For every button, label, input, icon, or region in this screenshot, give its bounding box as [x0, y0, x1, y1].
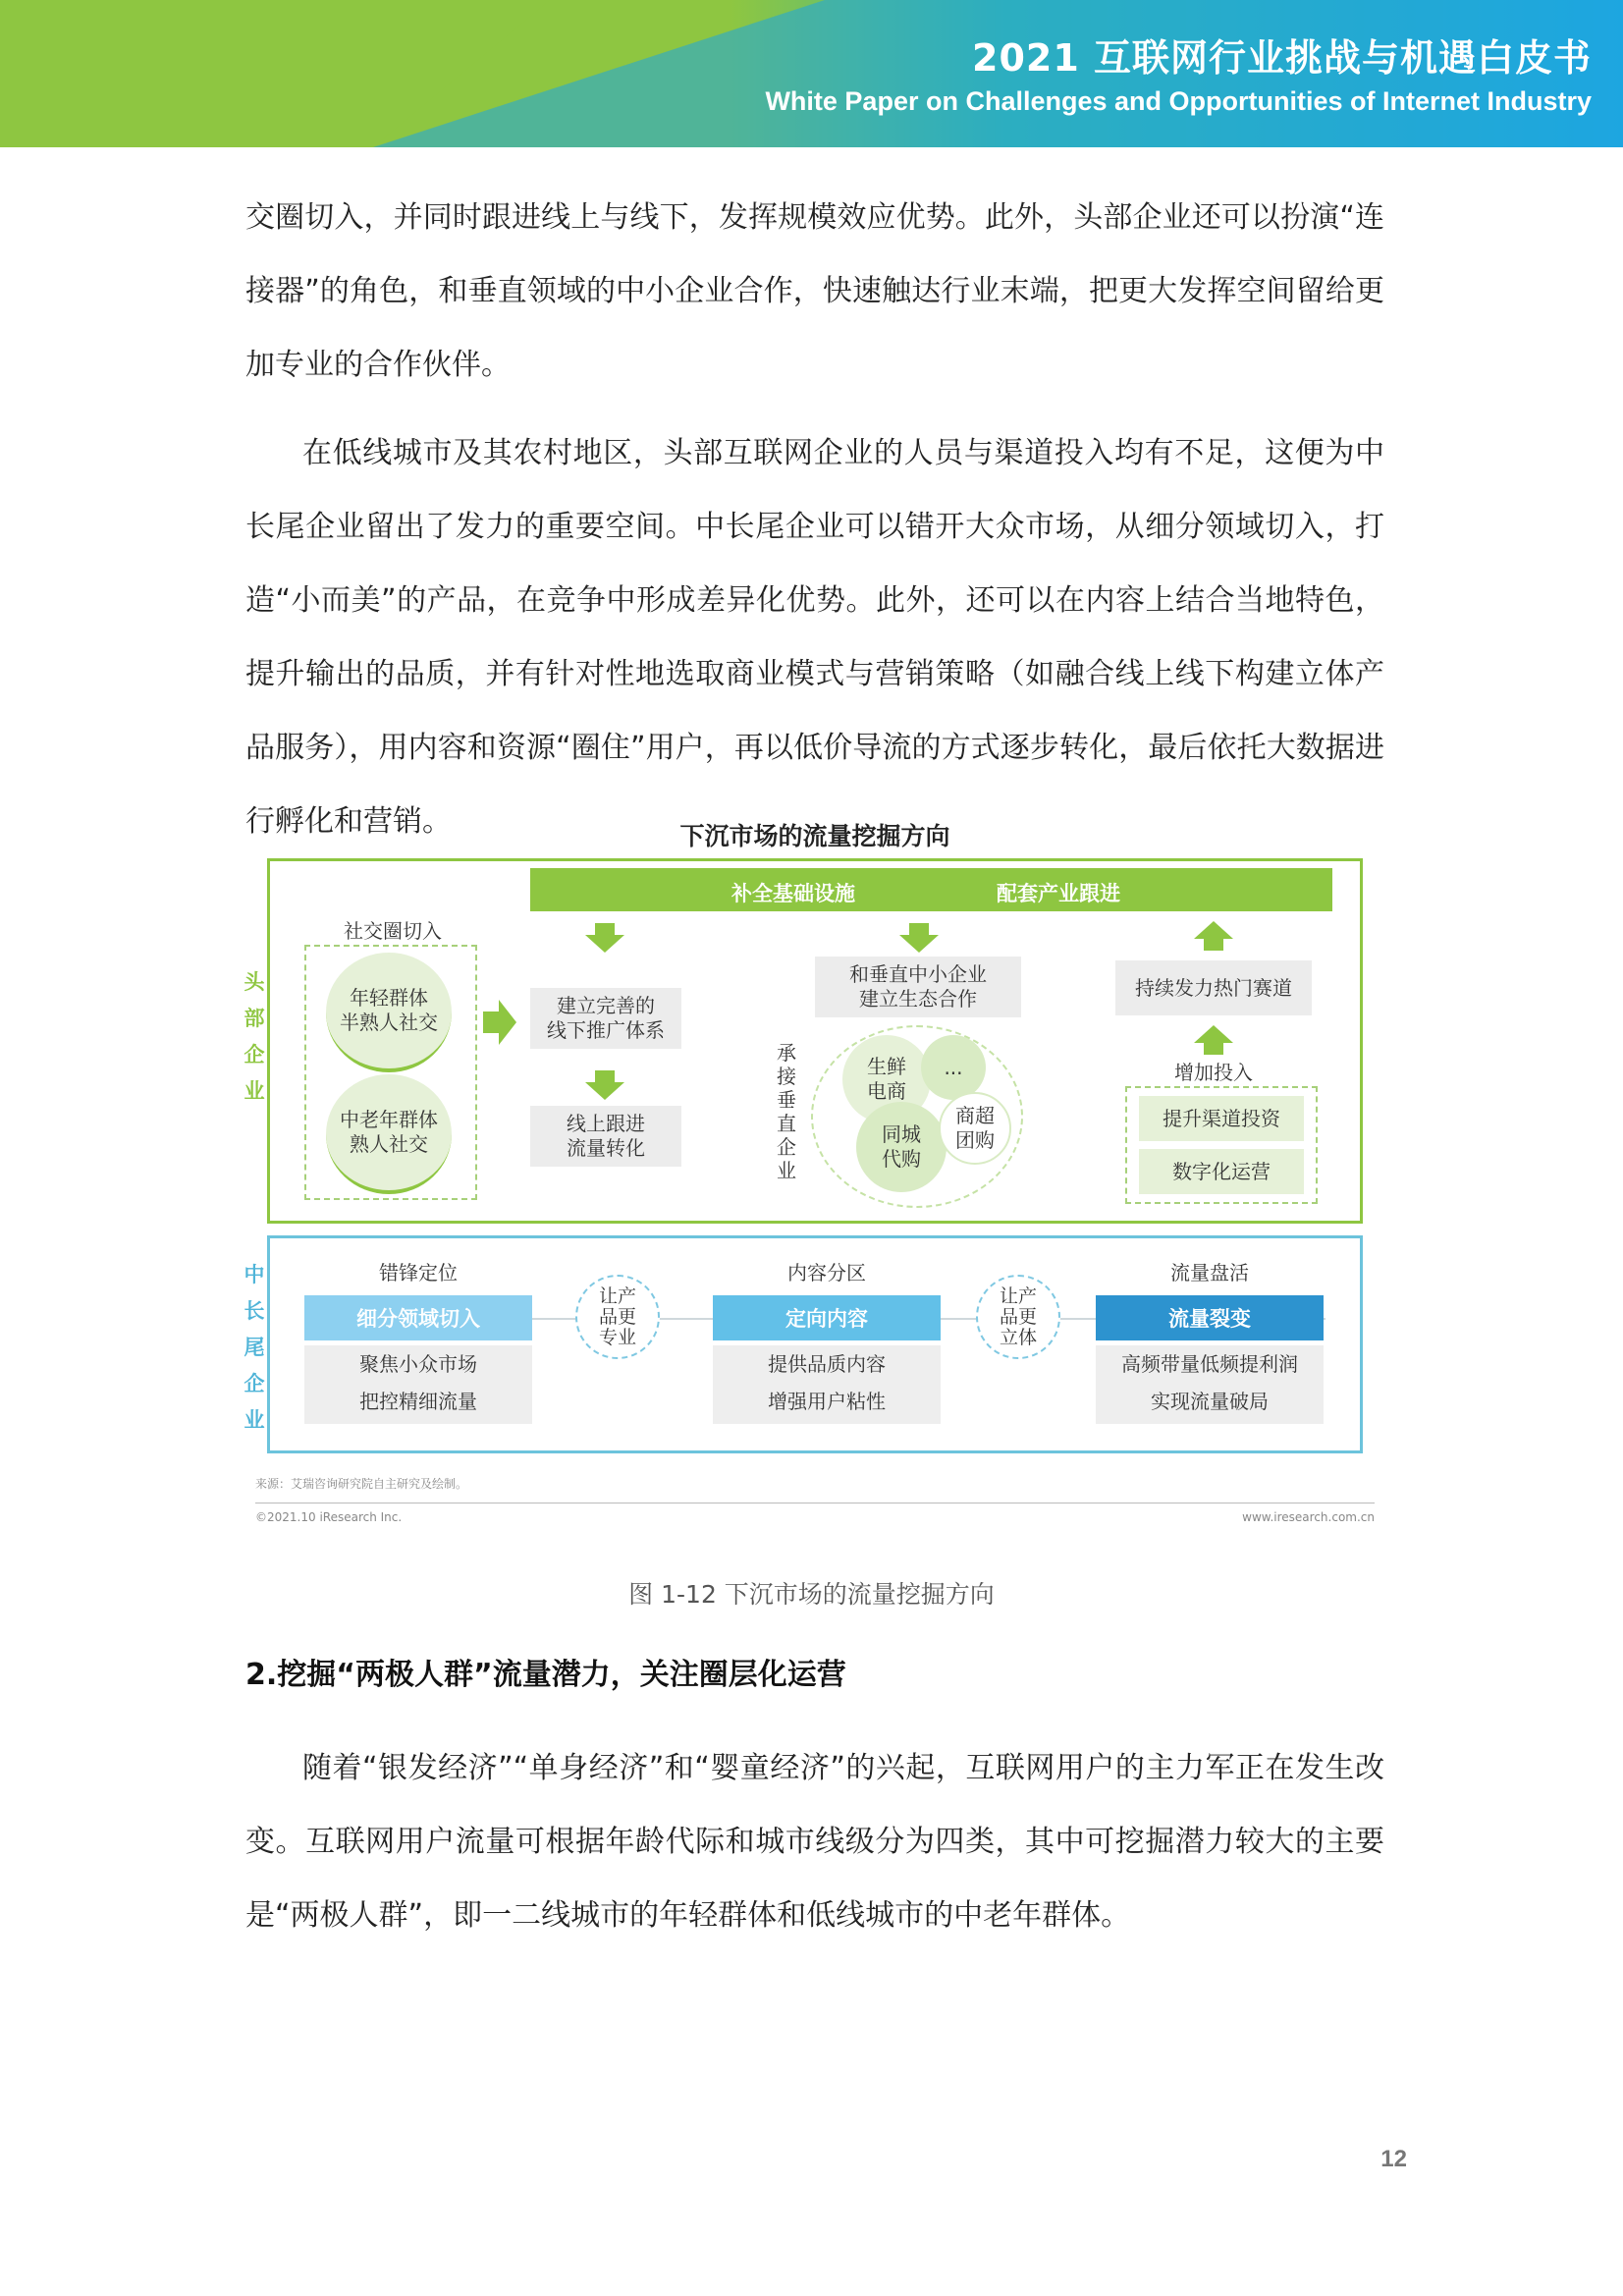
- vertical-enterprise-text: 承接垂直企业: [777, 1041, 796, 1182]
- social-circle-label: 社交圈切入: [344, 919, 442, 943]
- local-purchase-line2: 代购: [882, 1147, 921, 1171]
- elder-group-label: 中老年群体: [340, 1108, 438, 1131]
- up-arrow-icon: [1194, 1025, 1233, 1055]
- targeted-content-bar: [713, 1295, 941, 1340]
- young-group-label: 年轻群体: [350, 986, 428, 1010]
- column3-item2: 实现流量破局: [1151, 1390, 1269, 1413]
- down-arrow-icon: [899, 923, 939, 953]
- link-dimensional-circle: [976, 1275, 1060, 1359]
- online-conversion-line2: 流量转化: [567, 1136, 645, 1160]
- link2-line3: 立体: [999, 1326, 1037, 1348]
- ecosystem-cooperation-line2: 建立生态合作: [859, 987, 977, 1011]
- group-buying-line2: 团购: [955, 1128, 995, 1152]
- increase-investment-label: 增加投入: [1174, 1061, 1253, 1084]
- elder-group-sublabel: 熟人社交: [350, 1132, 428, 1156]
- column1-item2: 把控精细流量: [359, 1390, 477, 1413]
- local-purchase-bubble: [856, 1102, 947, 1192]
- figure-traffic-mining: [245, 807, 1384, 1534]
- column2-details: [713, 1345, 941, 1424]
- link2-line2: 品更: [999, 1305, 1037, 1328]
- niche-entry-text: 细分领域切入: [356, 1307, 480, 1331]
- vertical-enterprise-label: [776, 1041, 799, 1182]
- figure-caption: 图 1-12 下沉市场的流量挖掘方向: [628, 1580, 995, 1609]
- figure-source: 来源：艾瑞咨询研究院自主研究及绘制。: [255, 1477, 468, 1491]
- ecosystem-cooperation-line1: 和垂直中小企业: [849, 962, 987, 986]
- right-arrow-icon: [483, 1000, 516, 1045]
- column1-details: [304, 1345, 532, 1424]
- link1-line1: 让产: [598, 1285, 636, 1307]
- fresh-ecommerce-line2: 电商: [867, 1079, 906, 1103]
- column3-label: 流量盘活: [1170, 1261, 1249, 1285]
- infrastructure-label: 补全基础设施: [731, 882, 855, 905]
- down-arrow-icon: [585, 1070, 624, 1100]
- paragraph-3: 随着“银发经济”“单身经济”和“婴童经济”的兴起，互联网用户的主力军正在发生改变。互联网用户流量可根据年龄代际和城市线级分为四类，其中可挖掘潜力较大的主要是“两极人群”，即一二线城市的年轻群体和低线城市的中老年群体。: [245, 1751, 1384, 1933]
- infrastructure-bar: [530, 868, 1332, 911]
- page-number: 12: [1380, 2146, 1407, 2172]
- hot-track-text: 持续发力热门赛道: [1135, 975, 1292, 1000]
- document-subtitle: White Paper on Challenges and Opportunities of Internet Industry: [765, 86, 1592, 116]
- head-enterprise-label-text: 头部企业: [243, 970, 265, 1103]
- young-group-circle: [326, 953, 452, 1072]
- document-title: 2021 互联网行业挑战与机遇白皮书: [972, 36, 1592, 80]
- tail-enterprise-label: [243, 1257, 269, 1439]
- channel-investment-text: 提升渠道投资: [1163, 1106, 1280, 1130]
- fresh-ecommerce-line1: 生鲜: [867, 1055, 906, 1078]
- online-conversion-box: [530, 1106, 681, 1167]
- link-professional-circle: [575, 1275, 660, 1359]
- column1-label: 错锋定位: [379, 1261, 458, 1285]
- tail-enterprise-label-text: 中长尾企业: [243, 1263, 265, 1432]
- offline-promotion-line2: 线下推广体系: [547, 1018, 665, 1042]
- offline-promotion-box: [530, 988, 681, 1049]
- traffic-fission-bar: [1096, 1295, 1324, 1340]
- channel-investment-box: [1139, 1096, 1304, 1141]
- paragraph-2: 在低线城市及其农村地区，头部互联网企业的人员与渠道投入均有不足，这便为中长尾企业留出了发力的重要空间。中长尾企业可以错开大众市场，从细分领域切入，打造“小而美”的产品，在竞争中形成差异化优势。此外，还可以在内容上结合当地特色，提升输出的品质，并有针对性地选取商业模式与营销策略（如融合线上线下构建立体产品服务），用内容和资源“圈住”用户，再以低价导流的方式逐步转化，最后依托大数据进行孵化和营销。: [245, 436, 1384, 839]
- group-buying-bubble: [939, 1092, 1011, 1165]
- figure-copyright: ©2021.10 iResearch Inc.: [255, 1510, 403, 1524]
- figure-website: www.iresearch.com.cn: [1242, 1510, 1375, 1524]
- young-group-sublabel: 半熟人社交: [340, 1011, 438, 1034]
- online-conversion-line1: 线上跟进: [567, 1112, 645, 1135]
- column2-item2: 增强用户粘性: [768, 1390, 886, 1413]
- down-arrow-icon: [585, 923, 624, 953]
- elder-group-circle: [326, 1074, 452, 1194]
- industry-follow-label: 配套产业跟进: [997, 882, 1120, 905]
- paragraph-1: 交圈切入，并同时跟进线上与线下，发挥规模效应优势。此外，头部企业还可以扮演“连接器”的角色，和垂直领域的中小企业合作，快速触达行业末端，把更大发挥空间留给更加专业的合作伙伴。: [245, 200, 1384, 382]
- hot-track-box: [1115, 960, 1312, 1015]
- ecosystem-cooperation-box: [815, 957, 1021, 1017]
- group-buying-line1: 商超: [955, 1104, 995, 1127]
- column2-label: 内容分区: [787, 1261, 866, 1285]
- column1-item1: 聚焦小众市场: [359, 1352, 477, 1376]
- head-enterprise-label: [243, 964, 269, 1110]
- link1-line2: 品更: [598, 1305, 636, 1328]
- header-banner: [0, 0, 1623, 147]
- link1-line3: 专业: [598, 1326, 636, 1348]
- niche-entry-bar: [304, 1295, 532, 1340]
- local-purchase-line1: 同城: [882, 1122, 921, 1146]
- offline-promotion-line1: 建立完善的: [557, 994, 655, 1017]
- column2-item1: 提供品质内容: [768, 1352, 886, 1376]
- targeted-content-text: 定向内容: [785, 1307, 868, 1331]
- figure-title: 下沉市场的流量挖掘方向: [679, 822, 950, 850]
- section-heading: 2.挖掘“两极人群”流量潜力，关注圈层化运营: [245, 1658, 846, 1692]
- digital-operation-box: [1139, 1149, 1304, 1194]
- traffic-fission-text: 流量裂变: [1168, 1307, 1251, 1331]
- link2-line1: 让产: [999, 1285, 1037, 1307]
- digital-operation-text: 数字化运营: [1172, 1159, 1271, 1183]
- more-bubble: [921, 1035, 986, 1100]
- more-bubble-text: ...: [944, 1055, 963, 1079]
- up-arrow-icon: [1194, 921, 1233, 951]
- column3-details: [1096, 1345, 1324, 1424]
- column3-item1: 高频带量低频提利润: [1121, 1352, 1298, 1376]
